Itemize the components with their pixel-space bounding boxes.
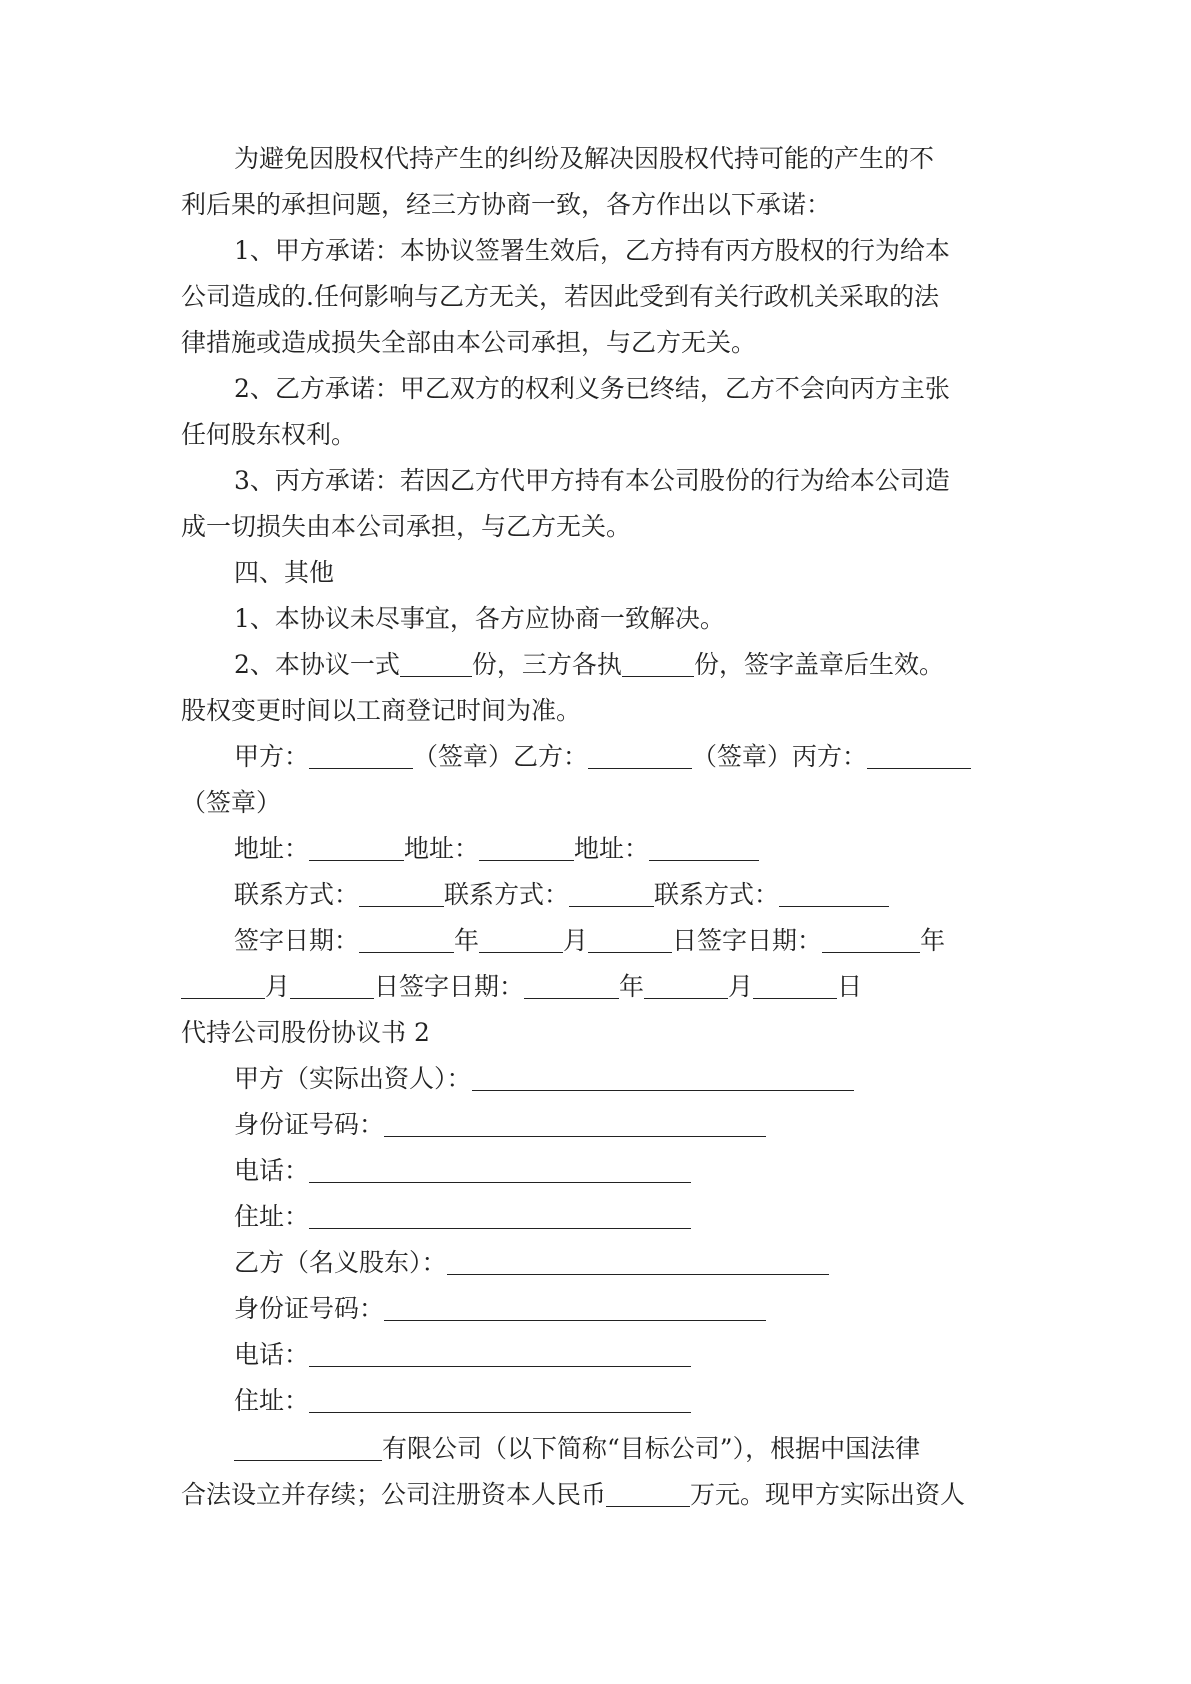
blank-line — [384, 1290, 766, 1321]
section-heading — [181, 550, 1031, 596]
text: 任何股东权利。 — [181, 420, 357, 449]
text: 股权变更时间以工商登记时间为准。 — [181, 696, 582, 725]
party-a-id-field — [181, 1102, 1031, 1148]
blank-line — [479, 830, 574, 861]
blank-line — [867, 738, 971, 769]
text: 甲方： — [234, 742, 310, 771]
text: 律措施或造成损失全部由本公司承担，与乙方无关。 — [181, 328, 757, 357]
text: 万元。现甲方实际出资人 — [690, 1480, 966, 1509]
signature-line — [181, 734, 1031, 780]
document-body — [181, 136, 1031, 1518]
party-a-tel-field — [181, 1148, 1031, 1194]
party-b-address-field — [181, 1378, 1031, 1424]
party-a-field — [181, 1056, 1031, 1102]
text: 月 — [563, 926, 589, 955]
text: 地址： — [574, 834, 650, 863]
text: 3、丙方承诺：若因乙方代甲方持有本公司股份的行为给本公司造 — [234, 466, 950, 495]
text: 公司造成的.任何影响与乙方无关，若因此受到有关行政机关采取的法 — [181, 282, 939, 311]
paragraph-line — [181, 1426, 1031, 1472]
text: 地址： — [404, 834, 480, 863]
blank-line — [400, 646, 472, 677]
blank-line — [359, 922, 454, 953]
text: 联系方式： — [654, 880, 780, 909]
text: 份，签字盖章后生效。 — [693, 650, 944, 679]
text: 1、本协议未尽事宜，各方应协商一致解决。 — [234, 604, 725, 633]
party-b-tel-field — [181, 1332, 1031, 1378]
blank-line — [181, 968, 265, 999]
date-line — [181, 964, 1031, 1010]
text: 年 — [920, 926, 946, 955]
text: 电话： — [234, 1340, 310, 1369]
text: 2、乙方承诺：甲乙双方的权利义务已终结，乙方不会向丙方主张 — [234, 374, 950, 403]
text: （签章） — [181, 788, 282, 817]
blank-line — [569, 876, 654, 907]
blank-line — [290, 968, 374, 999]
text: 甲方（实际出资人）： — [234, 1064, 472, 1093]
blank-line — [588, 738, 692, 769]
paragraph-line — [181, 274, 1031, 320]
paragraph-line — [181, 1472, 1031, 1518]
text: 年 — [454, 926, 480, 955]
blank-line — [479, 922, 563, 953]
document-title — [181, 1010, 1031, 1056]
paragraph-line — [181, 642, 1031, 688]
party-a-address-field — [181, 1194, 1031, 1240]
paragraph-line — [181, 412, 1031, 458]
text: 为避免因股权代持产生的纠纷及解决因股权代持可能的产生的不 — [234, 144, 935, 173]
text: （签章）乙方： — [413, 742, 589, 771]
text: 年 — [619, 972, 645, 1001]
text: 乙方（名义股东）： — [234, 1248, 447, 1277]
blank-line — [359, 876, 444, 907]
text: 身份证号码： — [234, 1294, 385, 1323]
date-line — [181, 918, 1031, 964]
signature-line — [181, 780, 1031, 826]
text: 地址： — [234, 834, 310, 863]
blank-line — [779, 876, 889, 907]
blank-line — [447, 1244, 829, 1275]
paragraph-line — [181, 228, 1031, 274]
address-line — [181, 826, 1031, 872]
text: 四、其他 — [234, 558, 335, 587]
paragraph-line — [181, 596, 1031, 642]
blank-line — [622, 646, 694, 677]
paragraph-line — [181, 688, 1031, 734]
text: 身份证号码： — [234, 1110, 385, 1139]
text: 月 — [728, 972, 754, 1001]
blank-line — [822, 922, 920, 953]
paragraph-line — [181, 504, 1031, 550]
text: 签字日期： — [234, 926, 360, 955]
blank-line — [649, 830, 759, 861]
paragraph-line — [181, 136, 1031, 182]
blank-line — [472, 1060, 854, 1091]
text: 代持公司股份协议书 2 — [181, 1018, 430, 1047]
text: 电话： — [234, 1156, 310, 1185]
text: 联系方式： — [234, 880, 360, 909]
paragraph-line — [181, 366, 1031, 412]
text: （签章）丙方： — [692, 742, 868, 771]
text: 成一切损失由本公司承担，与乙方无关。 — [181, 512, 632, 541]
contact-line — [181, 872, 1031, 918]
blank-line — [753, 968, 837, 999]
blank-line — [309, 1198, 691, 1229]
text: 2、本协议一式 — [234, 650, 400, 679]
party-b-field — [181, 1240, 1031, 1286]
blank-line — [588, 922, 672, 953]
blank-line — [309, 738, 413, 769]
blank-line — [384, 1106, 766, 1137]
text: 日签字日期： — [672, 926, 823, 955]
text: 日签字日期： — [374, 972, 525, 1001]
text: 1、甲方承诺：本协议签署生效后，乙方持有丙方股权的行为给本 — [234, 236, 950, 265]
text: 月 — [265, 972, 291, 1001]
text: 合法设立并存续；公司注册资本人民币 — [181, 1480, 607, 1509]
blank-line — [309, 1152, 691, 1183]
paragraph-line — [181, 320, 1031, 366]
blank-line — [309, 1336, 691, 1367]
text: 联系方式： — [444, 880, 570, 909]
party-b-id-field — [181, 1286, 1031, 1332]
blank-line — [606, 1476, 690, 1507]
text: 有限公司（以下简称“目标公司”），根据中国法律 — [382, 1434, 921, 1463]
paragraph-line — [181, 458, 1031, 504]
text: 住址： — [234, 1386, 310, 1415]
text: 住址： — [234, 1202, 310, 1231]
paragraph-line — [181, 182, 1031, 228]
blank-line — [309, 830, 404, 861]
blank-line — [309, 1382, 691, 1413]
blank-line — [234, 1430, 382, 1461]
text: 日 — [837, 972, 863, 1001]
text: 份，三方各执 — [471, 650, 622, 679]
blank-line — [644, 968, 728, 999]
blank-line — [524, 968, 619, 999]
text: 利后果的承担问题，经三方协商一致，各方作出以下承诺： — [181, 190, 832, 219]
